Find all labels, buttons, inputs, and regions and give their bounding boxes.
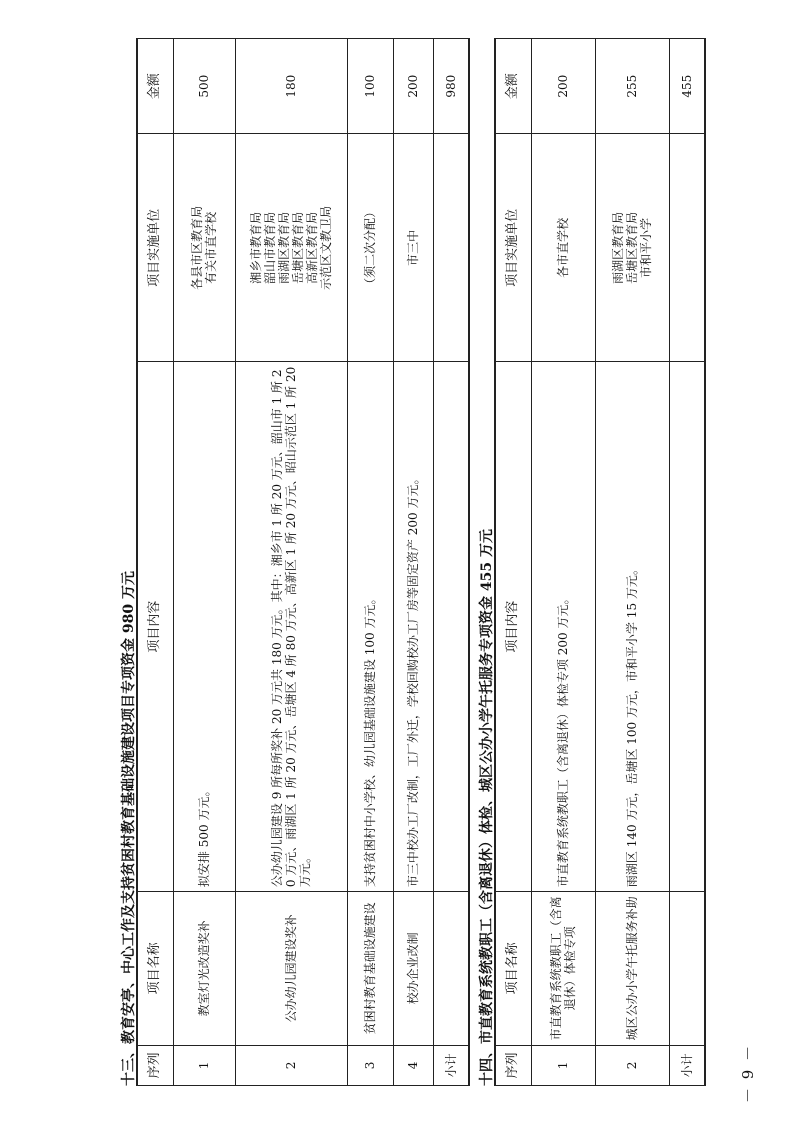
header-amount: 金额 [495, 39, 531, 134]
unit-line: 雨湖区教育局 [277, 211, 291, 284]
row-content: 拟安排 500 万元。 [173, 362, 235, 892]
unit-line: 岳塘区教育局 [291, 211, 305, 284]
subtotal-amount: 980 [433, 39, 469, 134]
subtotal-empty [433, 892, 469, 1046]
header-unit: 项目实施单位 [495, 134, 531, 362]
row-seq: 1 [531, 1045, 595, 1085]
table-row [531, 39, 595, 1086]
subtotal-row [669, 39, 705, 1086]
row-unit [393, 134, 433, 362]
header-content: 项目内容 [495, 362, 531, 892]
unit-line: 示范区文教卫局 [319, 205, 333, 290]
row-amount: 200 [531, 39, 595, 134]
subtotal-empty [669, 892, 705, 1046]
section13-title: 十三、教育安亭、中心工作及支持贫困村教育基础设施建设项目专项资金 980 万元 [121, 571, 137, 1086]
unit-line: 高新区教育局 [305, 211, 319, 284]
row-name: 贫困村教育基础设施建设 [347, 892, 393, 1046]
row-amount: 200 [393, 39, 433, 134]
header-content: 项目内容 [137, 362, 173, 892]
unit-line: 湘乡市教育局 [249, 211, 263, 284]
row-amount: 100 [347, 39, 393, 134]
page-number: － 9 － [739, 1043, 757, 1103]
row-unit [235, 134, 347, 362]
table-row [595, 39, 669, 1086]
unit-line: 各市直学校 [556, 217, 570, 278]
header-amount: 金额 [137, 39, 173, 134]
row-unit [173, 134, 235, 362]
row-seq: 2 [235, 1045, 347, 1085]
subtotal-empty [669, 362, 705, 892]
row-name: 教室灯光改造奖补 [173, 892, 235, 1046]
table-row [173, 39, 235, 1086]
header-seq: 序列 [137, 1045, 173, 1085]
unit-line: 岳塘区教育局 [625, 211, 639, 284]
unit-line: 市三中 [406, 229, 420, 266]
unit-line: 有关市直学校 [204, 211, 218, 284]
header-name: 项目名称 [495, 892, 531, 1046]
unit-line: （须二次分配） [363, 205, 377, 290]
row-name: 公办幼儿园建设奖补 [235, 892, 347, 1046]
table-row [235, 39, 347, 1086]
header-seq: 序列 [495, 1045, 531, 1085]
row-content: 公办幼儿园建设 9 所每所奖补 20 万元共 180 万元。其中：湘乡市 1 所 20 万元、韶山市 1 所 20 万元、雨湖区 1 所 20 万元、岳塘区 4 所 80 万元、高新区 1 所 20 万元、昭山示范区 1 所 20 万元。 [235, 362, 347, 892]
row-content: 雨湖区 140 万元，岳塘区 100 万元，市和平小学 15 万元。 [595, 362, 669, 892]
row-content: 市直教育系统教职工（含离退休）体检专项 200 万元。 [531, 362, 595, 892]
subtotal-empty [669, 134, 705, 362]
table-header-row [495, 39, 531, 1086]
row-name: 校办企业改制 [393, 892, 433, 1046]
section14-title: 十四、市直教育系统教职工（含离退休）体检、城区公办小学午托服务专项资金 455 万元 [479, 529, 495, 1086]
row-seq: 1 [173, 1045, 235, 1085]
section13-table [136, 38, 470, 1086]
unit-line: 雨湖区教育局 [611, 211, 625, 284]
table-row [393, 39, 433, 1086]
unit-line: 市和平小学 [639, 217, 653, 278]
row-unit [531, 134, 595, 362]
subtotal-amount: 455 [669, 39, 705, 134]
header-unit: 项目实施单位 [137, 134, 173, 362]
subtotal-empty [433, 134, 469, 362]
row-name: 城区公办小学午托服务补助 [595, 892, 669, 1046]
table-header-row [137, 39, 173, 1086]
row-amount: 180 [235, 39, 347, 134]
row-name: 市直教育系统教职工（含离退休）体检专项 [531, 892, 595, 1046]
table-row [347, 39, 393, 1086]
row-seq: 2 [595, 1045, 669, 1085]
subtotal-empty [433, 362, 469, 892]
row-seq: 3 [347, 1045, 393, 1085]
row-content: 支持贫困村中小学校、幼儿园基础设施建设 100 万元。 [347, 362, 393, 892]
row-amount: 255 [595, 39, 669, 134]
unit-line: 韶山市教育局 [263, 211, 277, 284]
subtotal-label: 小计 [433, 1045, 469, 1085]
subtotal-label: 小计 [669, 1045, 705, 1085]
row-unit [595, 134, 669, 362]
subtotal-row [433, 39, 469, 1086]
header-name: 项目名称 [137, 892, 173, 1046]
row-seq: 4 [393, 1045, 433, 1085]
row-amount: 500 [173, 39, 235, 134]
row-unit [347, 134, 393, 362]
section14-table [494, 38, 706, 1086]
unit-line: 各县市区教育局 [190, 205, 204, 290]
row-content: 市三中校办工厂改制，工厂外迁，学校回购校办工厂房等固定资产 200 万元。 [393, 362, 433, 892]
